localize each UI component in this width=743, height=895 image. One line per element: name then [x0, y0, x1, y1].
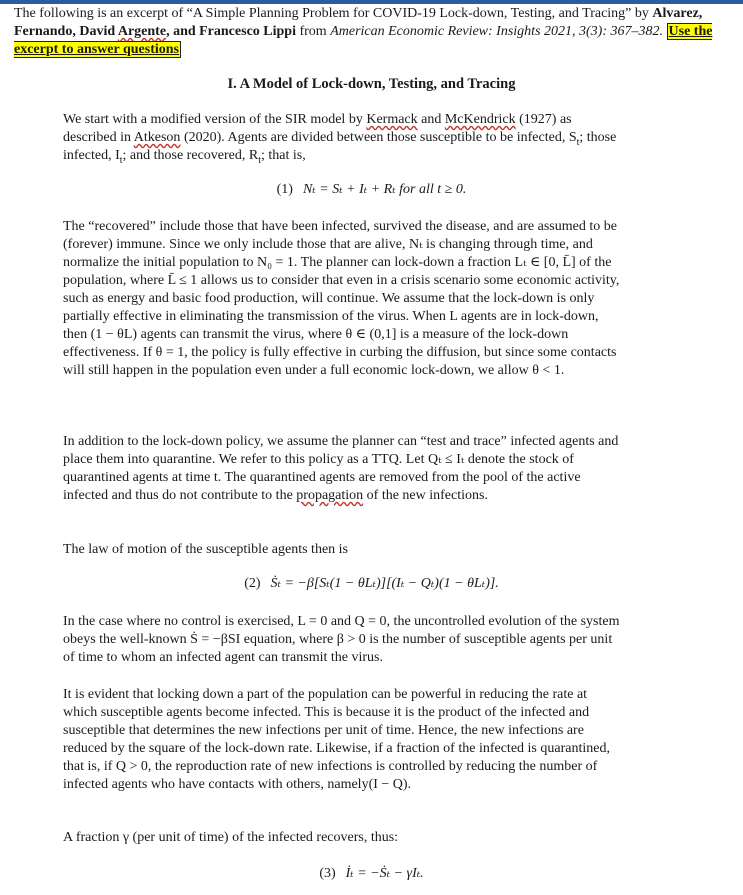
header-authors-b: , and Francesco Lippi — [166, 24, 296, 39]
ref-mckendrick: McKendrick — [444, 112, 516, 127]
p3-text-b: of the new infections. — [363, 488, 488, 503]
p1-and: and — [417, 112, 445, 127]
header-from: from — [295, 24, 331, 39]
p1-text-d: ; those infected, I — [63, 130, 617, 163]
p3-propagation: propagation — [296, 488, 364, 503]
equation-2-number: (2) — [244, 576, 261, 591]
equation-1-body: Nₜ = Sₜ + Iₜ + Rₜ for all t ≥ 0. — [302, 182, 467, 197]
equation-3-body: İₜ = −Ṡₜ − γIₜ. — [345, 866, 424, 881]
header-journal: American Economic Review: Insights 2021, 3(3): 367–382. — [330, 24, 664, 39]
top-accent-bar — [0, 0, 743, 4]
equation-3-number: (3) — [319, 866, 336, 881]
ref-atkeson: Atkeson — [133, 130, 181, 145]
instruction-highlight: Use the excerpt to answer questions — [14, 24, 713, 57]
p1-text-a: We start with a modified version of the SIR model by — [63, 112, 367, 127]
section-title: I. A Model of Lock-down, Testing, and Tracing — [227, 76, 516, 92]
p3-text-a: In addition to the lock-down policy, we assume the planner can “test and trace” infected agents and place them into quarantine. We refer to this policy as a TTQ. Let Qₜ ≤ Iₜ denote the stock of quarantined agents at time t. The quarantined agents are removed from the pool of the active infected and thus do not contribute to the — [63, 434, 619, 503]
ref-kermack: Kermack — [366, 112, 418, 127]
paragraph-sir-intro: We start with a modified version of the SIR model by Kermack and McKendrick (1927) as described in Atkeson (2020). Agents are divided between those susceptible to be infected, $S_t$; those infected, $I_t$; and those recovered, $R_t$; that is, — [63, 112, 617, 166]
p1-text-b: (1927) as described in — [63, 112, 572, 145]
paragraph-ttq — [63, 433, 623, 505]
paragraph-lockdown: The “recovered” include those that have been infected, survived the disease, and are assumed to be (forever) immune. Since we only include those that are alive, Nₜ is changing through time, and normalize the initial population to N₀ = 1. The planner can lock-down a fraction Lₜ ∈ [0, L̄] of the population, where L̄ ≤ 1 allows us to consider that even in a crisis scenario some economic activity, such as energy and basic food production, will continue. We assume that the lock-down is only partially effective in eliminating the transmission of the virus. When L agents are in lock-down, then (1 − θL) agents can transmit the virus, where θ ∈ (0,1] is a measure of the lock-down effectiveness. If θ = 1, the policy is fully effective in curbing the diffusion, but since some contacts will still happen in the population even under a full economic lock-down, we allow θ < 1. — [63, 219, 620, 378]
paragraph-uncontrolled: In the case where no control is exercised, L = 0 and Q = 0, the uncontrolled evolution of the system obeys the well-known Ṡ = −βSI equation, where β > 0 is the number of susceptible agents per unit of time to whom an infected agent can transmit the virus. — [63, 614, 620, 665]
paragraph-law-of-motion: The law of motion of the susceptible agents then is — [63, 542, 348, 557]
equation-2-body: Ṡₜ = −β[Sₜ(1 − θLₜ)][(Iₜ − Qₜ)(1 − θLₜ)]. — [270, 576, 499, 591]
equation-3 — [0, 865, 743, 883]
equation-2 — [0, 575, 743, 593]
p1-text-e: ; and those recovered, R — [122, 148, 259, 163]
excerpt-header — [14, 5, 734, 59]
p1-text-f: ; that is, — [261, 148, 306, 163]
equation-1 — [0, 181, 743, 199]
paragraph-recovery: A fraction γ (per unit of time) of the infected recovers, thus: — [63, 830, 399, 845]
equation-1-number: (1) — [276, 182, 293, 197]
header-intro: The following is an excerpt of “A Simple Planning Problem for COVID-19 Lock-down, Testing, and Tracing” by — [14, 6, 653, 21]
header-author-argente: Argente — [117, 24, 167, 39]
p1-text-c: (2020). Agents are divided between those susceptible to be infected, S — [180, 130, 577, 145]
header-authors-a: Alvarez, Fernando, David — [14, 6, 703, 39]
paragraph-lockdown-power: It is evident that locking down a part of the population can be powerful in reducing the rate at which susceptible agents become infected. This is because it is the product of the infected and susceptible that determines the new infections per unit of time. Hence, the new infections are reduced by the square of the lock-down rate. Likewise, if a fraction of the infected is quarantined, that is, if Q > 0, the reproduction rate of new infections is controlled by reducing the number of infected agents who have contacts with others, namely(I − Q). — [63, 687, 610, 792]
